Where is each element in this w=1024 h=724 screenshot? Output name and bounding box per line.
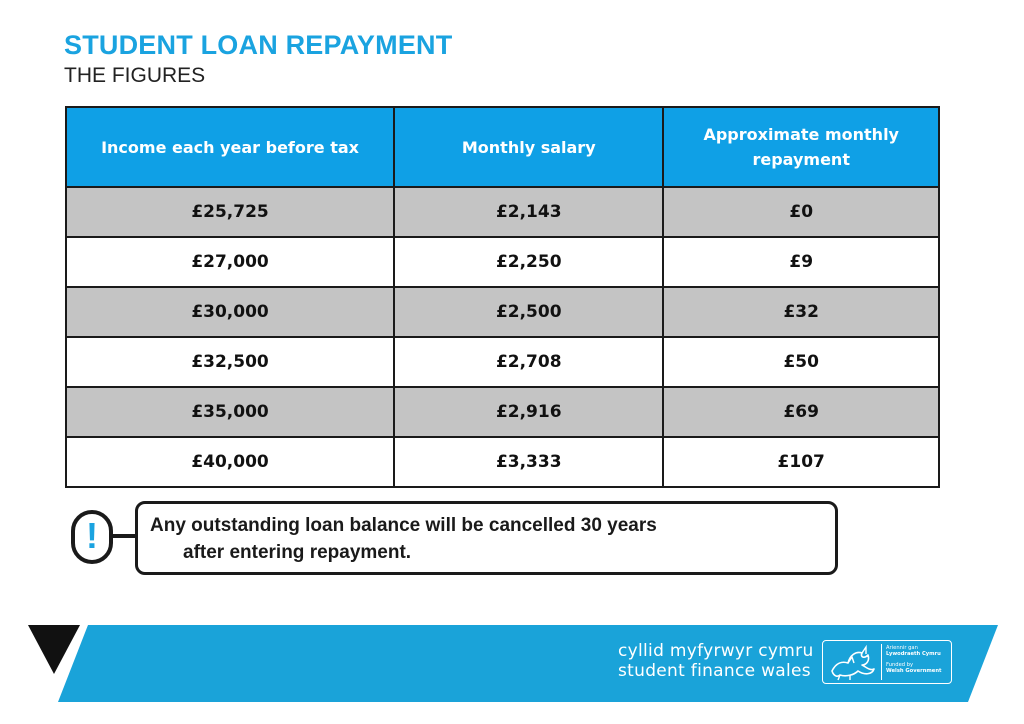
note-line-1: Any outstanding loan balance will be cancelled 30 years [150,515,657,536]
cell-income: £40,000 [66,437,394,487]
table-row [66,337,939,387]
repayment-table [65,106,940,488]
cell-monthly-salary: £2,708 [394,337,663,387]
logo-divider [881,644,882,680]
column-header-income: Income each year before tax [66,107,394,187]
cell-repayment: £32 [663,287,939,337]
cell-repayment: £0 [663,187,939,237]
table-header [66,107,939,187]
cell-repayment: £107 [663,437,939,487]
note-text [150,512,820,566]
table-row [66,287,939,337]
cell-repayment: £50 [663,337,939,387]
cell-income: £30,000 [66,287,394,337]
gov-text-name-en: Welsh Government [886,668,942,674]
cell-income: £35,000 [66,387,394,437]
page-title: STUDENT LOAN REPAYMENT [64,30,453,60]
gov-text-funded-en: Funded by [886,662,914,668]
table-row [66,387,939,437]
welsh-dragon-icon [826,643,880,681]
cell-monthly-salary: £2,500 [394,287,663,337]
table-row [66,237,939,287]
table-row [66,437,939,487]
cell-income: £27,000 [66,237,394,287]
brand-name-english: student finance wales [618,661,811,681]
brand-name-welsh: cyllid myfyrwyr cymru [618,641,814,661]
alert-connector-line [110,534,137,538]
table-row [66,187,939,237]
cell-monthly-salary: £2,916 [394,387,663,437]
cell-monthly-salary: £2,250 [394,237,663,287]
cell-repayment: £69 [663,387,939,437]
exclamation-icon [71,510,113,564]
cell-monthly-salary: £3,333 [394,437,663,487]
note-line-2: after entering repayment. [183,542,412,563]
page-subtitle: THE FIGURES [64,64,206,87]
cell-monthly-salary: £2,143 [394,187,663,237]
gov-text-funded-cy: Ariennir gan [886,645,918,651]
cell-income: £32,500 [66,337,394,387]
table-body [66,187,939,487]
column-header-repayment: Approximate monthly repayment [663,107,939,187]
cell-repayment: £9 [663,237,939,287]
gov-text-name-cy: Lywodraeth Cymru [886,651,941,657]
cell-income: £25,725 [66,187,394,237]
table-header-row [66,107,939,187]
exclamation-glyph: ! [86,515,98,556]
column-header-monthly-salary: Monthly salary [394,107,663,187]
